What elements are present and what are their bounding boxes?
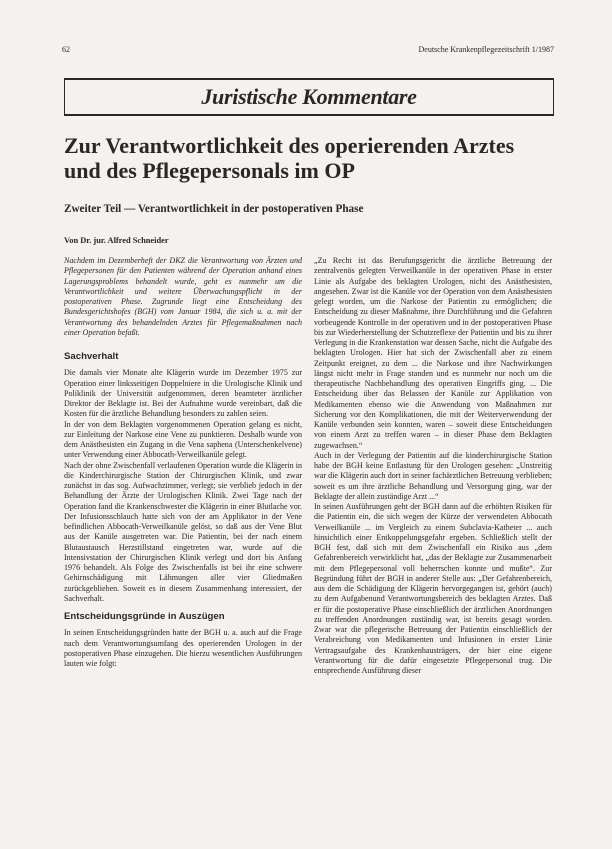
journal-name: Deutsche Krankenpflegezeitschrift 1/1987 [418, 45, 554, 54]
body-paragraph: „Zu Recht ist das Berufungsgericht die ärztliche Betreuung der zentralvenös gelegten Verweilkanüle in der operativen Phase in erster Linie als Aufgabe des beklagten Urologen, nicht des Anästhesisten, angesehen. Zwar ist die Kanüle vor der Operation von dem Anästhesisten gelegt worden, um die Narkose der Patientin zu ermöglichen; die Entscheidung zu dieser Maßnahme, ihre Durchführung und die Gefahren vorbeugende Kontrolle in der operativen und in der postoperativen Phase bis zur Wiederherstellung der Schutzreflexe der Patientin und bis zu ihrer Verlegung in die Krankenstation war dessen Sache, nicht die Aufgabe des beklagten Urologen. Hier hat sich der Zwischenfall aber zu einem Zeitpunkt ereignet, zu dem ... die Narkose und ihre Nachwirkungen längst nicht mehr in Frage standen und es nunmehr nur noch um die therapeutische Nachbehandlung des operativen Eingriffs ging. ... Die Entscheidung über das Belassen der Kanüle zur Applikation von Medikamenten ebenso wie die Anwendung von Maßnahmen zur Sicherung vor den Komplikationen, die mit der Weiterverwendung der Kanüle verbunden sein konnten, waren – soweit diese Entscheidungen von einem Arzt zu treffen waren – in dieser Phase dem Beklagten zugewachsen.“ [314, 256, 552, 450]
body-paragraph: Nach der ohne Zwischenfall verlaufenen Operation wurde die Klägerin in die Kinderchirurgische Station der Chirurgischen Klinik, und zwar zunächst in das sog. Aufwachzimmer, verlegt; sie verblieb jedoch in der Behandlung der Ärzte der Urologischen Klinik. Zwei Tage nach der Operation fand die Krankenschwester die Klägerin in einer Blutlache vor. Der Infusionsschlauch hatte sich von der am Applikator in der Vene befindlichen Abbocath-Verweilkanüle gelöst, so daß aus der Vene Blut aus der Kanüle ausgetreten war. Die Patientin, bei der nach einem Blutaustausch Herzstillstand eingetreten war, wurde auf die Intensivstation der Chirurgischen Klinik verlegt und dort bis Anfang 1976 behandelt. Als Folge des Zwischenfalls ist bei ihr eine schwere Gehirnschädigung mit Lähmungen aller vier Gliedmaßen zurückgeblieben. Soweit es in diesem Zusammenhang interessiert, der Sachverhalt. [64, 460, 302, 603]
article-title-line-2: und des Pflegepersonals im OP [64, 158, 355, 183]
lead-paragraph: Nachdem im Dezemberheft der DKZ die Verantwortung von Ärzten und Pflegepersonen für den Patienten während der Operation anhand eines Lagerungsproblems behandelt wurde, geht es nunmehr um die Verantwortlichkeit und weitere Überwachungspflicht in der postoperativen Phase. Zugrunde liegt eine Entscheidung des Bundesgerichtshofes (BGH) vom Januar 1984, die sich u. a. mit der Verantwortung des behandelnden Arztes für Pflegemaßnahmen nach einer Operation befaßt. [64, 256, 302, 337]
article-title-line-1: Zur Verantwortlichkeit des operierenden Arztes [64, 133, 515, 158]
article-author: Von Dr. jur. Alfred Schneider [64, 236, 169, 245]
body-paragraph: Die damals vier Monate alte Klägerin wurde im Dezember 1975 zur Operation einer linksseitigen Doppelniere in die Urologische Klinik und Poliklinik der Universität aufgenommen, deren beamteter ärztlicher Direktor der Beklagte ist. Bei der Aufnahme wurde vereinbart, daß die Kosten für die ärztliche Behandlung besonders zu zahlen seien. [64, 368, 302, 419]
body-paragraph: Auch in der Verlegung der Patientin auf die kinderchirurgische Station habe der BGH keine Entlastung für den Urologen gesehen: „Unstreitig war die Klägerin auch dort in seiner fachärztlichen Betreuung verblieben; soweit es um ihre ärztliche Behandlung und Versorgung ging, war der Beklagte der allein zuständige Arzt ...“ [314, 450, 552, 501]
left-column [64, 256, 302, 669]
right-column [314, 256, 552, 676]
article-subtitle: Zweiter Teil — Verantwortlichkeit in der postoperativen Phase [64, 203, 364, 215]
section-heading-entscheidungsgruende: Entscheidungsgründe in Auszügen [64, 611, 225, 622]
page-number: 62 [62, 45, 70, 54]
section-rubric: Juristische Kommentare [201, 84, 417, 109]
body-paragraph: In der von dem Beklagten vorgenommenen Operation gelang es nicht, zur Einleitung der Narkose eine Vene zu punktieren. Deshalb wurde von dem Anästhesisten ein Zugang in die Vena saphena (Unterschenkelvene) unter Verwendung einer Abbocath-Verweilkanüle gelegt. [64, 419, 302, 460]
section-rubric-box [64, 78, 554, 116]
section-heading-sachverhalt: Sachverhalt [64, 351, 119, 362]
body-paragraph: In seinen Ausführungen geht der BGH dann auf die erhöhten Risiken für die Patientin ein, die sich wegen der Kürze der verwendeten Abbocath Verweilkanüle ... im Vergleich zu einem Subclavia-Katheter ... auch hinsichtlich einer Entkoppelungsgefahr ergeben. Schließlich stellt der BGH fest, daß sich mit dem Zwischenfall ein Risiko aus „dem Gefahrenbereich verwirklicht hat, „das der Beklagte zur Zusammenarbeit mit dem Pflegepersonal voll beherrschen konnte und mußte“. Zur Begründung führt der BGH in anderer Stelle aus: „Der Gefahrenbereich, aus dem die Schädigung der Klägerin hervorgegangen ist, gehört (auch) zu dem Aufgabenund Verantwortungsbereich des beklagten Arztes. Daß er für die postoperative Phase einschließlich der ärztlichen Anordnungen zu treffenden Anordnungen zuständig war, ist bereits gesagt worden. Zwar war die pflegerische Betreuung der Patientin einschließlich der Verabreichung von Medikamenten und Infusionen in erster Linie Vertragsaufgabe des Krankenhausträgers, der hier eine eigene Verantwortung für die dafür eingesetzte Pflegepersonal trug. Die entsprechende Ausführung dieser [314, 502, 552, 675]
article-title [64, 133, 564, 183]
body-paragraph: In seinen Entscheidungsgründen hatte der BGH u. a. auch auf die Frage nach dem Verantwortungsumfang des operierenden Urologen in der postoperativen Phase einzugehen. Die hierzu wesentlichen Ausführungen lauten wie folgt: [64, 628, 302, 668]
